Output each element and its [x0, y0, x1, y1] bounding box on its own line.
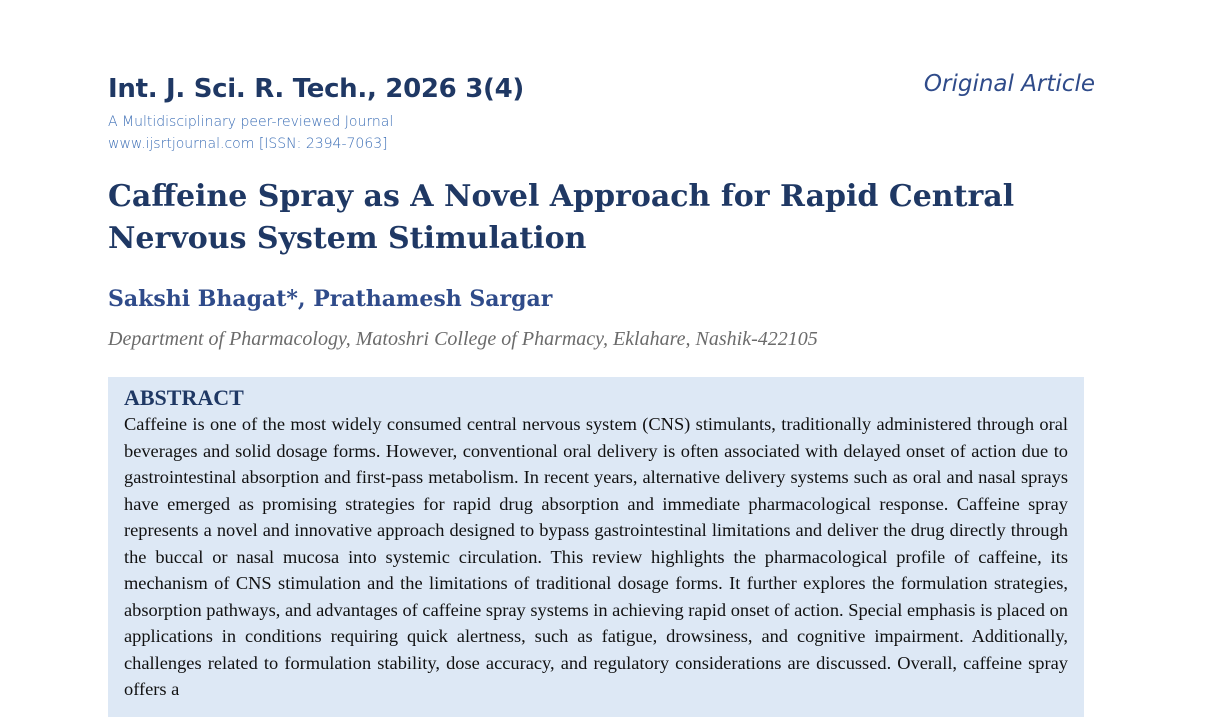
journal-url-issn[interactable]: www.ijsrtjournal.com [ISSN: 2394-7063]: [108, 136, 388, 152]
journal-subtitle: A Multidisciplinary peer-reviewed Journal: [108, 114, 394, 130]
abstract-heading: ABSTRACT: [124, 385, 244, 410]
paper-title: Caffeine Spray as A Novel Approach for Rapid Central Nervous System Stimulation: [108, 179, 1015, 256]
affiliation: Department of Pharmacology, Matoshri College of Pharmacy, Eklahare, Nashik-422105: [108, 328, 818, 350]
author-list: Sakshi Bhagat*, Prathamesh Sargar: [108, 286, 553, 312]
article-type-label: Original Article: [923, 71, 1095, 97]
abstract-box: [108, 377, 1084, 717]
abstract-text: Caffeine is one of the most widely consumed central nervous system (CNS) stimulants, traditionally administered through oral beverages and solid dosage forms. However, conventional oral delivery is often associated with delayed onset of action due to gastrointestinal absorption and first-pass metabolism. In recent years, alternative delivery systems such as oral and nasal sprays have emerged as promising strategies for rapid drug absorption and immediate pharmacological response. Caffeine spray represents a novel and innovative approach designed to bypass gastrointestinal limitations and deliver the drug directly through the buccal or nasal mucosa into systemic circulation. This review highlights the pharmacological profile of caffeine, its mechanism of CNS stimulation and the limitations of traditional dosage forms. It further explores the formulation strategies, absorption pathways, and advantages of caffeine spray systems in achieving rapid onset of action. Special emphasis is placed on applications in conditions requiring quick alertness, such as fatigue, drowsiness, and cognitive impairment. Additionally, challenges related to formulation stability, dose accuracy, and regulatory considerations are discussed. Overall, caffeine spray offers a: [124, 414, 1068, 699]
journal-title: Int. J. Sci. R. Tech., 2026 3(4): [108, 74, 524, 104]
